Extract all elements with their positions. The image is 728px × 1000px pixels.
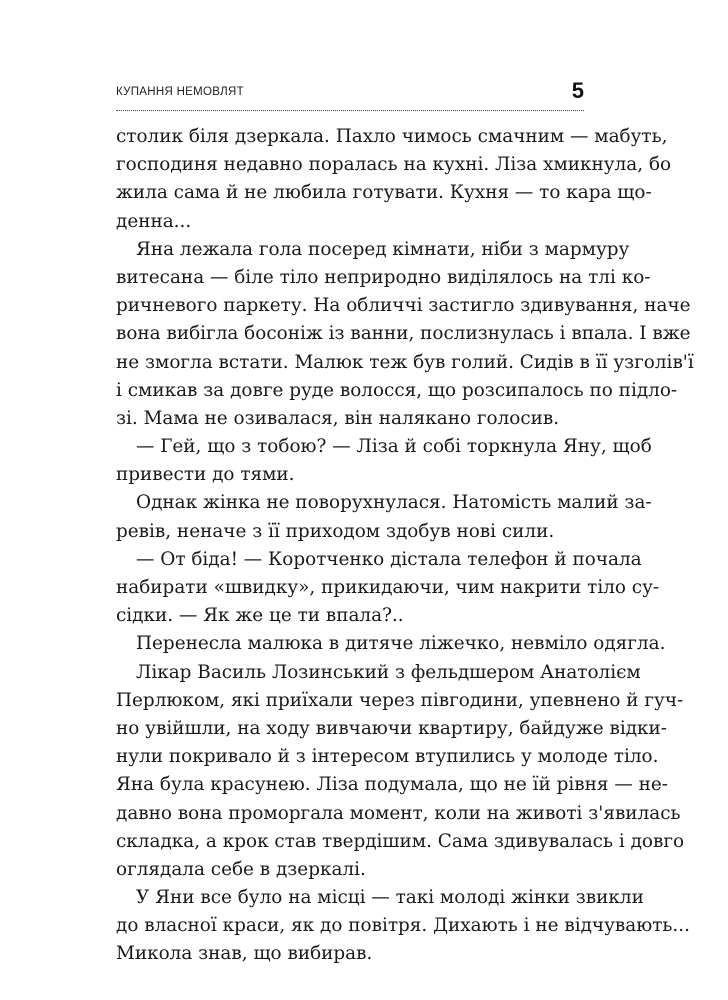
text-line: Лікар Василь Лозинський з фельдшером Анатолієм <box>136 661 641 683</box>
page-number: 5 <box>571 78 584 103</box>
text-line: і смикав за довге руде волосся, що розсипалось по підло- <box>116 379 678 401</box>
header-divider <box>116 110 584 111</box>
text-line: Перлюком, які приїхали через півгодини, упевнено й гуч- <box>116 689 684 711</box>
text-line: Перенесла малюка в дитяче ліжечко, невміло одягла. <box>136 633 666 655</box>
text-line: Однак жінка не поворухнулася. Натомість малий за- <box>136 492 652 514</box>
text-line: Яна була красунею. Ліза подумала, що не їй рівня — не- <box>116 774 668 796</box>
text-line: — Гей, що з тобою? — Ліза й собі торкнула Яну, щоб <box>136 436 652 458</box>
text-line: денна... <box>116 210 192 232</box>
text-line: складка, а крок став твердішим. Сама здивувалась і довго <box>116 830 685 852</box>
text-line: Яна лежала гола посеред кімнати, ніби з мармуру <box>136 238 630 260</box>
text-line: привести до тями. <box>116 464 295 486</box>
text-line: набирати «швидку», прикидаючи, чим накрити тіло су- <box>116 577 660 598</box>
text-line: ричневого паркету. На обличчі застигло здивування, наче <box>116 295 691 317</box>
text-line: Микола знав, що вибирав. <box>116 943 373 965</box>
page-header <box>116 78 584 108</box>
body-text <box>116 123 694 969</box>
text-line: давно вона проморгала момент, коли на животі з'явилась <box>116 802 681 824</box>
text-line: нули покривало й з інтересом втупились у молоде тіло. <box>116 746 659 768</box>
text-line: — От біда! — Коротченко дістала телефон й почала <box>136 548 642 570</box>
text-line: но увійшли, на ходу вивчаючи квартиру, байдуже відки- <box>116 717 667 739</box>
text-line: оглядала себе в дзеркалі. <box>116 858 366 880</box>
text-line: до власної краси, як до повітря. Дихають і не відчувають... <box>116 915 690 937</box>
text-line: господиня недавно поралась на кухні. Ліза хмикнула, бо <box>116 154 672 176</box>
running-title: КУПАННЯ НЕМОВЛЯТ <box>116 86 244 98</box>
text-line: У Яни все було на місці — такі молоді жінки звикли <box>136 887 644 909</box>
text-line: жила сама й не любила готувати. Кухня — то кара що- <box>116 182 652 204</box>
text-line: витесана — біле тіло неприродно виділялось на тлі ко- <box>116 266 651 288</box>
text-line: ревів, неначе з її приходом здобув нові сили. <box>116 520 555 542</box>
text-line: сідки. — Як же це ти впала?.. <box>116 605 404 627</box>
text-line: столик біля дзеркала. Пахло чимось смачним — мабуть, <box>116 126 668 147</box>
text-line: не змогла встати. Малюк теж був голий. Сидів в її узголів'ї <box>116 351 694 373</box>
text-line: вона вибігла босоніж із ванни, послизнулась і впала. І вже <box>116 323 691 345</box>
text-line: зі. Мама не озивалася, він налякано голосив. <box>116 407 560 429</box>
